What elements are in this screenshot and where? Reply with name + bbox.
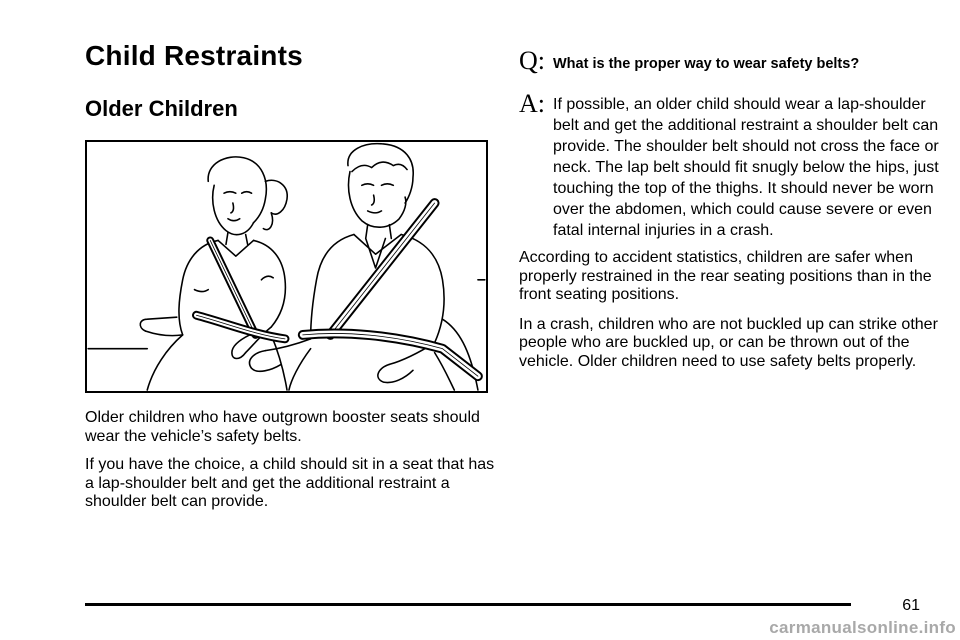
paragraph: According to accident statistics, children are safer when properly restrained in the rear seating positions than in the front seating positions. — [519, 249, 932, 303]
right-column — [519, 46, 939, 382]
paragraph: If you have the choice, a child should sit in a seat that has a lap-shoulder belt and get the additional restraint a shoulder belt can provide. — [85, 456, 495, 510]
footer-divider — [85, 603, 851, 606]
children-seatbelt-icon — [87, 142, 486, 391]
answer-mark-label: A: — [519, 89, 545, 118]
question-text: What is the proper way to wear safety belts? — [553, 56, 860, 72]
question-block — [519, 46, 939, 75]
watermark: carmanualsonline.info — [769, 618, 956, 637]
section-title: Child Restraints — [85, 40, 303, 71]
paragraph: In a crash, children who are not buckled up can strike other people who are buckled up, or can be thrown out of the vehicle. Older children need to use safety belts properly. — [519, 315, 938, 370]
left-body-text — [85, 409, 495, 522]
children-seatbelt-illustration — [85, 140, 488, 393]
right-body-text — [519, 249, 939, 371]
answer-block — [519, 89, 939, 241]
paragraph: Older children who have outgrown booster seats should wear the vehicle’s safety belts. — [85, 409, 480, 445]
subsection-title: Older Children — [85, 96, 238, 121]
question-mark-label: Q: — [519, 46, 545, 75]
page-number: 61 — [902, 597, 920, 614]
answer-text: If possible, an older child should wear a lap-shoulder belt and get the additional restraint a shoulder belt can provide. The shoulder belt should not cross the face or neck. The lap belt should fit snugly below the hips, just touching the top of the thighs. It should never be worn over the abdomen, which could cause severe or even fatal internal injuries in a crash. — [553, 96, 939, 239]
